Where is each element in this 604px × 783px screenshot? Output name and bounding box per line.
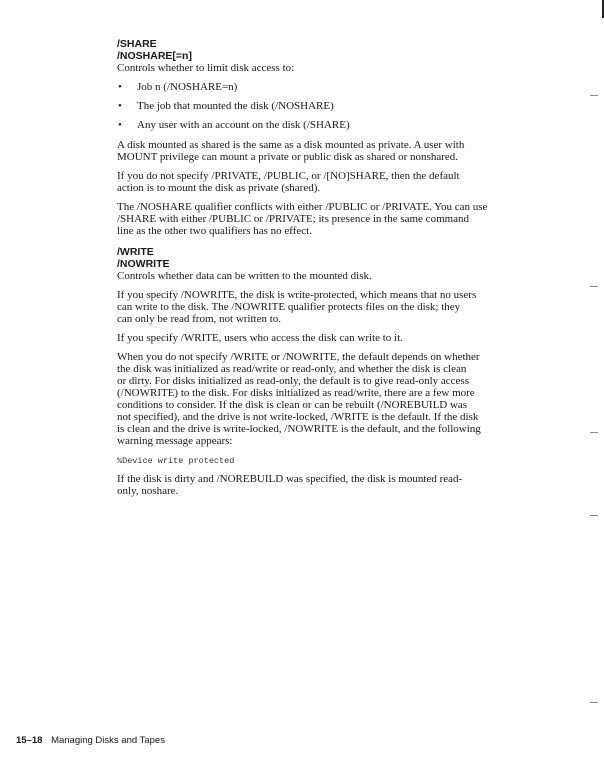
paragraph-line: When you do not specify /WRITE or /NOWRITE, the default depends on whether: [117, 351, 480, 363]
qualifier-heading: /WRITE: [117, 246, 154, 258]
margin-mark: [590, 286, 598, 287]
paragraph-line: warning message appears:: [117, 435, 233, 447]
paragraph-line: Controls whether to limit disk access to:: [117, 62, 295, 74]
bullet-item-text: The job that mounted the disk (/NOSHARE): [137, 100, 334, 112]
paragraph-line: action is to mount the disk as private (shared).: [117, 182, 321, 194]
page-number: 15–18: [16, 735, 43, 746]
margin-mark: [590, 432, 598, 433]
paragraph-line: /SHARE with either /PUBLIC or /PRIVATE; its presence in the same command: [117, 213, 470, 225]
qualifier-heading: /NOSHARE[=n]: [117, 50, 192, 62]
qualifier-heading: /NOWRITE: [117, 258, 170, 270]
paragraph-line: can only be read from, not written to.: [117, 313, 282, 325]
paragraph-line: MOUNT privilege can mount a private or public disk as shared or nonshared.: [117, 151, 459, 163]
paragraph-line: the disk was initialized as read/write or read-only, and whether the disk is clean: [117, 363, 467, 375]
bullet-item-text: Job n (/NOSHARE=n): [137, 81, 238, 93]
margin-mark: [590, 702, 598, 703]
margin-mark: [590, 95, 598, 96]
paragraph-line: line as the other two qualifiers has no effect.: [117, 225, 312, 237]
paragraph-line: Controls whether data can be written to the mounted disk.: [117, 270, 372, 282]
paragraph-line: A disk mounted as shared is the same as a disk mounted as private. A user with: [117, 139, 465, 151]
paragraph-line: (/NOWRITE) to the disk. For disks initialized as read/write, there are a few more: [117, 387, 475, 399]
paragraph-line: is clean and the drive is write-locked, /NOWRITE is the default, and the following: [117, 423, 481, 435]
paragraph-line: If you specify /WRITE, users who access the disk can write to it.: [117, 332, 403, 344]
footer-title: Managing Disks and Tapes: [51, 735, 165, 746]
bullet-icon: •: [118, 119, 122, 131]
paragraph-line: or dirty. For disks initialized as read-only, the default is to give read-only access: [117, 375, 469, 387]
bullet-icon: •: [118, 81, 122, 93]
qualifier-heading: /SHARE: [117, 38, 157, 50]
bullet-icon: •: [118, 100, 122, 112]
paragraph-line: only, noshare.: [117, 485, 179, 497]
margin-mark: [590, 515, 598, 516]
bullet-item-text: Any user with an account on the disk (/SHARE): [137, 119, 350, 131]
paragraph-line: not specified), and the drive is not write-locked, /WRITE is the default. If the disk: [117, 411, 479, 423]
paragraph-line: The /NOSHARE qualifier conflicts with either /PUBLIC or /PRIVATE. You can use: [117, 201, 488, 213]
paragraph-line: conditions to consider. If the disk is clean or can be rebuilt (/NOREBUILD was: [117, 399, 468, 411]
paragraph-line: If you specify /NOWRITE, the disk is write-protected, which means that no users: [117, 289, 477, 301]
paragraph-line: can write to the disk. The /NOWRITE qualifier protects files on the disk; they: [117, 301, 461, 313]
code-message: %Device write protected: [117, 456, 235, 466]
page-footer: [16, 735, 165, 746]
paragraph-line: If the disk is dirty and /NOREBUILD was specified, the disk is mounted read-: [117, 473, 463, 485]
paragraph-line: If you do not specify /PRIVATE, /PUBLIC, or /[NO]SHARE, then the default: [117, 170, 460, 182]
